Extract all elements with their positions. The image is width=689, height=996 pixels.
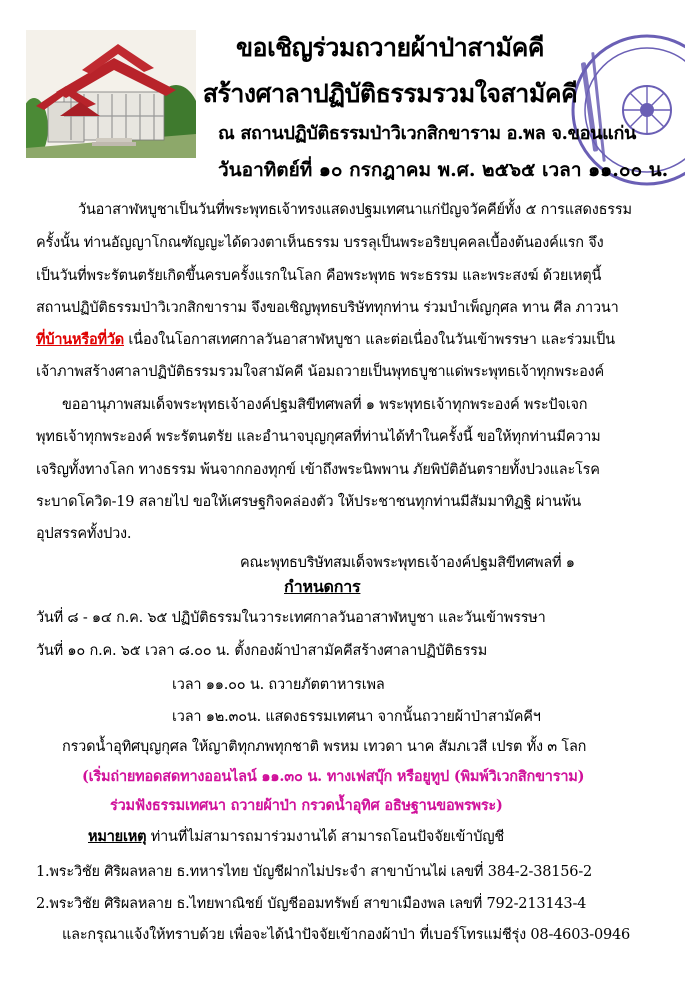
para1-line: ครั้งนั้น ท่านอัญญาโกณฑัญญะได้ดวงตาเห็นธรรม บรรลุเป็นพระอริยบุคคลเบื้องต้นองค์แรก จึง bbox=[36, 235, 604, 251]
note-line bbox=[88, 827, 504, 847]
para2-line: เจริญทั้งทางโลก ทางธรรม พ้นจากกองทุกข์ เข้าถึงพระนิพพาน ภัยพิบัติอันตรายทั้งปวงและโรค bbox=[36, 462, 600, 478]
para2-line: อุปสรรคทั้งปวง. bbox=[36, 526, 132, 542]
para1-line-rest: เนื่องในโอกาสเทศกาลวันอาสาฬหบูชา และต่อเนื่องในวันเข้าพรรษา และร่วมเป็น bbox=[124, 332, 615, 348]
live-broadcast-line: ร่วมฟังธรรมเทศนา ถวายผ้าป่า กรวดน้ำอุทิศ อธิษฐานขอพรพระ) bbox=[110, 797, 503, 814]
bank-account-2: 2.พระวิชัย ศิริผลหลาย ธ.ไทยพาณิชย์ บัญชีออมทรัพย์ สาขาเมืองพล เลขที่ 792-213143-4 bbox=[36, 896, 587, 912]
note-label: หมายเหตุ bbox=[88, 828, 147, 845]
signature-line: คณะพุทธบริษัทสมเด็จพระพุทธเจ้าองค์ปฐมสิขีทศพลที่ ๑ bbox=[240, 555, 575, 571]
schedule-item: วันที่ ๑๐ ก.ค. ๖๕ เวลา ๘.๐๐ น. ตั้งกองผ้าป่าสามัคคีสร้างศาลาปฏิบัติธรรม bbox=[36, 643, 488, 659]
para2-line: ขออานุภาพสมเด็จพระพุทธเจ้าองค์ปฐมสิขีทศพลที่ ๑ พระพุทธเจ้าทุกพระองค์ พระปัจเจก bbox=[62, 397, 588, 413]
para2-line: พุทธเจ้าทุกพระองค์ พระรัตนตรัย และอำนาจบุญกุศลที่ท่านได้ทำในครั้งนี้ ขอให้ทุกท่านมีความ bbox=[36, 429, 601, 445]
title-line-1: ขอเชิญร่วมถวายผ้าป่าสามัคคี bbox=[235, 33, 545, 62]
venue-line: ณ สถานปฏิบัติธรรมป่าวิเวกสิกขาราม อ.พล จ.ขอนแก่น bbox=[218, 123, 637, 144]
schedule-item: วันที่ ๘ - ๑๔ ก.ค. ๖๕ ปฏิบัติธรรมในวาระเทศกาลวันอาสาฬหบูชา และวันเข้าพรรษา bbox=[36, 610, 546, 626]
contact-line: และกรุณาแจ้งให้ทราบด้วย เพื่อจะได้นำปัจจัยเข้ากองผ้าป่า ที่เบอร์โทรแม่ชีรุ่ง 08-4603-0946 bbox=[62, 927, 631, 943]
para2-line: ระบาดโควิด-19 สลายไป ขอให้เศรษฐกิจคล่องตัว ให้ประชาชนทุกท่านมีสัมมาทิฏฐิ ผ่านพ้น bbox=[36, 494, 581, 510]
date-line: วันอาทิตย์ที่ ๑๐ กรกฎาคม พ.ศ. ๒๕๖๕ เวลา ๑๑.๐๐ น. bbox=[218, 159, 669, 181]
title-line-2: สร้างศาลาปฏิบัติธรรมรวมใจสามัคคี bbox=[202, 79, 578, 108]
para1-line: เป็นวันที่พระรัตนตรัยเกิดขึ้นครบครั้งแรกในโลก คือพระพุทธ พระธรรม และพระสงฆ์ ด้วยเหตุนี้ bbox=[36, 268, 602, 284]
schedule-item: เวลา ๑๒.๓๐น. แสดงธรรมเทศนา จากนั้นถวายผ้าป่าสามัคคีฯ bbox=[172, 709, 541, 725]
para1-line: วันอาสาฬหบูชาเป็นวันที่พระพุทธเจ้าทรงแสดงปฐมเทศนาแก่ปัญจวัคคีย์ทั้ง ๕ การแสดงธรรม bbox=[78, 202, 632, 218]
bank-account-1: 1.พระวิชัย ศิริผลหลาย ธ.ทหารไทย บัญชีฝากไม่ประจำ สาขาบ้านไผ่ เลขที่ 384-2-38156-2 bbox=[36, 864, 593, 880]
home-or-temple-link[interactable]: ที่บ้านหรือที่วัด bbox=[36, 331, 124, 348]
schedule-item: กรวดน้ำอุทิศบุญกุศล ให้ญาติทุกภพทุกชาติ พรหม เทวดา นาค สัมภเวสี เปรต ทั้ง ๓ โลก bbox=[62, 739, 587, 755]
para1-line bbox=[36, 330, 615, 350]
live-broadcast-line: (เริ่มถ่ายทอดสดทางออนไลน์ ๑๑.๓๐ น. ทางเฟสบุ๊ก หรือยูทูป (พิมพ์วิเวกสิกขาราม) bbox=[82, 768, 585, 785]
temple-illustration bbox=[26, 30, 196, 158]
note-text: ท่านที่ไม่สามารถมาร่วมงานได้ สามารถโอนปัจจัยเข้าบัญชี bbox=[146, 829, 504, 845]
para1-line: เจ้าภาพสร้างศาลาปฏิบัติธรรมรวมใจสามัคคี น้อมถวายเป็นพุทธบูชาแด่พระพุทธเจ้าทุกพระองค์ bbox=[36, 364, 605, 380]
schedule-heading: กำหนดการ bbox=[284, 577, 361, 596]
schedule-item: เวลา ๑๑.๐๐ น. ถวายภัตตาหารเพล bbox=[172, 677, 385, 693]
para1-line: สถานปฏิบัติธรรมป่าวิเวกสิกขาราม จึงขอเชิญพุทธบริษัททุกท่าน ร่วมบำเพ็ญกุศล ทาน ศีล ภาวนา bbox=[36, 300, 619, 316]
